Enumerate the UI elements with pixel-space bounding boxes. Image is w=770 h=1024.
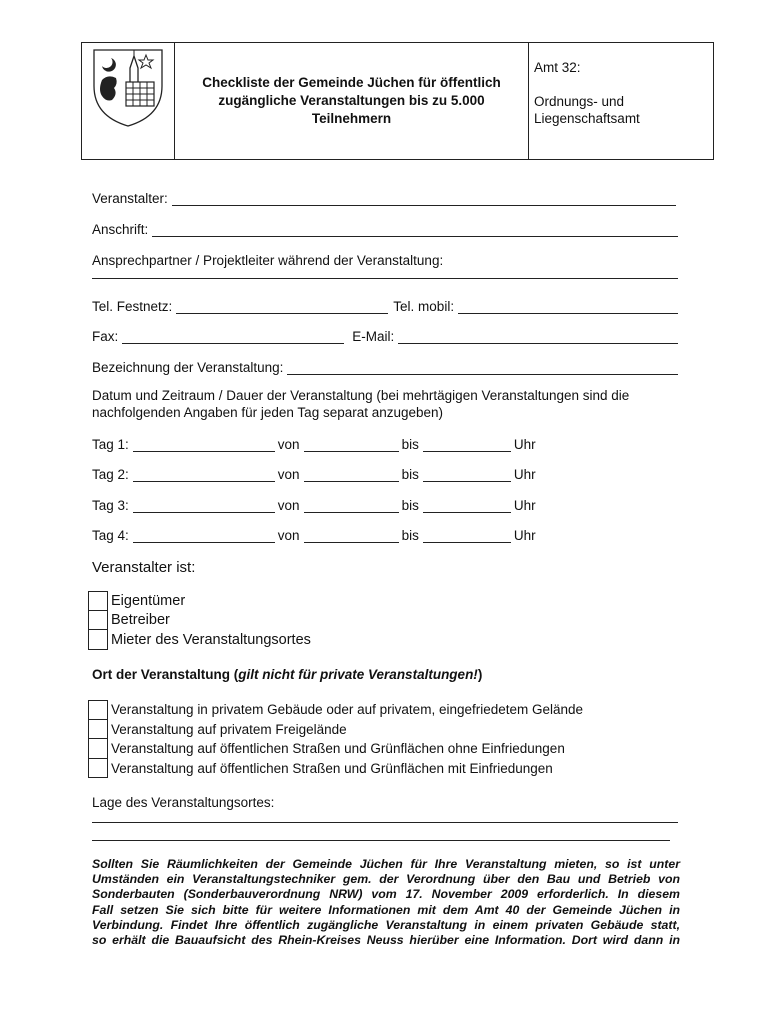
fax-field[interactable] (122, 329, 344, 344)
uhr-label: Uhr (513, 437, 536, 452)
day-row (92, 432, 536, 452)
option-eigentuemer (88, 591, 311, 611)
anschrift-row (92, 215, 678, 237)
email-label: E-Mail: (352, 329, 395, 344)
option-mieter (88, 630, 311, 650)
bis-label: bis (401, 437, 419, 452)
eigentuemer-checkbox[interactable] (88, 591, 108, 611)
oeffentlich-ohne-checkbox[interactable] (88, 739, 108, 759)
bezeichnung-row (92, 353, 678, 375)
von-label: von (277, 528, 300, 543)
uhr-label: Uhr (513, 467, 536, 482)
telefon-row (92, 292, 678, 314)
hinweis-line: Sollten Sie Räumlichkeiten der Gemeinde Jüchen für Ihre Veranstaltung mieten, so ist unter (92, 857, 680, 871)
eigentuemer-label: Eigentümer (111, 592, 186, 609)
lage-field-line-2[interactable] (92, 840, 670, 841)
day-row (92, 462, 536, 482)
uhr-label: Uhr (513, 498, 536, 513)
hinweis-line: Umständen ein Veranstaltungstechniker gem. der Verordnung über den Bau und Betrieb von (92, 872, 680, 887)
lage-label: Lage des Veranstaltungsortes: (92, 795, 275, 810)
document-title (175, 43, 529, 159)
oeffentlich-ohne-label: Veranstaltung auf öffentlichen Straßen und Grünflächen ohne Einfriedungen (111, 741, 565, 757)
tel-mobil-label: Tel. mobil: (393, 299, 455, 314)
ansprechpartner-label: Ansprechpartner / Projektleiter während der Veranstaltung: (92, 253, 444, 268)
title-line-1: Checkliste der Gemeinde Jüchen für öffentlich (202, 75, 501, 90)
veranstalter-field[interactable] (172, 191, 676, 206)
uhr-label: Uhr (513, 528, 536, 543)
betreiber-label: Betreiber (111, 612, 170, 629)
option-privates-gebaeude (88, 700, 583, 720)
von-time-field[interactable] (304, 528, 399, 543)
email-field[interactable] (398, 329, 678, 344)
bis-time-field[interactable] (423, 498, 511, 513)
lage-field-line-1[interactable] (92, 822, 678, 823)
privates-gebaeude-label: Veranstaltung in privatem Gebäude oder auf privatem, eingefriedetem Gelände (111, 702, 584, 718)
day-row (92, 493, 536, 513)
oeffentlich-mit-checkbox[interactable] (88, 759, 108, 779)
ansprechpartner-field[interactable] (92, 278, 678, 279)
hinweis-paragraph (92, 857, 680, 948)
von-time-field[interactable] (304, 498, 399, 513)
day-label: Tag 3: (92, 498, 129, 513)
day-date-field[interactable] (133, 437, 275, 452)
ort-heading-text: Ort der Veranstaltung ( (92, 667, 239, 682)
amt-dept-line-2: Liegenschaftsamt (534, 111, 640, 126)
bezeichnung-field[interactable] (287, 360, 678, 375)
datum-instruction (92, 387, 682, 421)
anschrift-field[interactable] (152, 222, 678, 237)
tel-mobil-field[interactable] (458, 299, 678, 314)
privates-freigelaende-label: Veranstaltung auf privatem Freigelände (111, 721, 347, 737)
day-label: Tag 4: (92, 528, 129, 543)
option-oeffentlich-ohne (88, 739, 583, 759)
bis-label: bis (401, 498, 419, 513)
ansprechpartner-row (92, 246, 678, 268)
hinweis-line: Verbindung. Findet Ihre öffentlich zugängliche Veranstaltung in einem privaten Gebäude statt, (92, 917, 680, 932)
bis-time-field[interactable] (423, 467, 511, 482)
von-time-field[interactable] (304, 467, 399, 482)
privates-freigelaende-checkbox[interactable] (88, 720, 108, 740)
bis-time-field[interactable] (423, 528, 511, 543)
tel-festnetz-label: Tel. Festnetz: (92, 299, 173, 314)
veranstalter-label: Veranstalter: (92, 191, 168, 206)
von-time-field[interactable] (304, 437, 399, 452)
bis-label: bis (401, 467, 419, 482)
datum-line-2: nachfolgenden Angaben für jeden Tag separat anzugeben) (92, 405, 444, 420)
hinweis-line: so erhält die Bauaufsicht des Rhein-Kreises Neuss hierüber eine Information. Dort wird dann in (92, 933, 680, 948)
day-date-field[interactable] (133, 467, 275, 482)
mieter-label: Mieter des Veranstaltungsortes (111, 631, 311, 648)
fax-label: Fax: (92, 329, 119, 344)
mieter-checkbox[interactable] (88, 630, 108, 650)
ort-heading (92, 667, 482, 682)
header-table (81, 42, 714, 160)
privates-gebaeude-checkbox[interactable] (88, 700, 108, 720)
day-date-field[interactable] (133, 528, 275, 543)
oeffentlich-mit-label: Veranstaltung auf öffentlichen Straßen und Grünflächen mit Einfriedungen (111, 760, 553, 776)
day-label: Tag 2: (92, 467, 129, 482)
amt-dept-line-1: Ordnungs- und (534, 94, 625, 109)
betreiber-checkbox[interactable] (88, 611, 108, 631)
bezeichnung-label: Bezeichnung der Veranstaltung: (92, 360, 284, 375)
veranstalter-ist-heading: Veranstalter ist: (92, 559, 196, 576)
von-label: von (277, 467, 300, 482)
tel-festnetz-field[interactable] (176, 299, 388, 314)
coat-of-arms-icon (88, 46, 168, 128)
title-line-3: Teilnehmern (311, 111, 392, 126)
department-cell (529, 43, 713, 159)
ort-options (88, 700, 583, 778)
ort-heading-note: gilt nicht für private Veranstaltungen! (238, 667, 478, 682)
ort-heading-end: ) (477, 667, 483, 682)
bis-time-field[interactable] (423, 437, 511, 452)
day-label: Tag 1: (92, 437, 129, 452)
anschrift-label: Anschrift: (92, 222, 149, 237)
option-privates-freigelaende (88, 720, 583, 740)
bis-label: bis (401, 528, 419, 543)
von-label: von (277, 498, 300, 513)
hinweis-line: Sonderbauten (Sonderbauverordnung NRW) vom 17. November 2009 erforderlich. In diesem (92, 887, 680, 902)
von-label: von (277, 437, 300, 452)
option-betreiber (88, 611, 311, 631)
logo-cell (82, 43, 175, 159)
veranstalter-row (92, 184, 676, 206)
option-oeffentlich-mit (88, 759, 583, 779)
title-line-2: zugängliche Veranstaltungen bis zu 5.000 (218, 93, 485, 108)
day-date-field[interactable] (133, 498, 275, 513)
amt-number: Amt 32: (534, 60, 581, 75)
day-row (92, 523, 536, 543)
hinweis-line: Fall setzen Sie sich bitte für weitere Informationen mit dem Amt 40 der Gemeinde Jüchen in (92, 902, 680, 917)
veranstalter-ist-options (88, 591, 311, 650)
datum-line-1: Datum und Zeitraum / Dauer der Veranstaltung (bei mehrtägigen Veranstaltungen sind die (92, 388, 630, 403)
fax-email-row (92, 322, 678, 344)
